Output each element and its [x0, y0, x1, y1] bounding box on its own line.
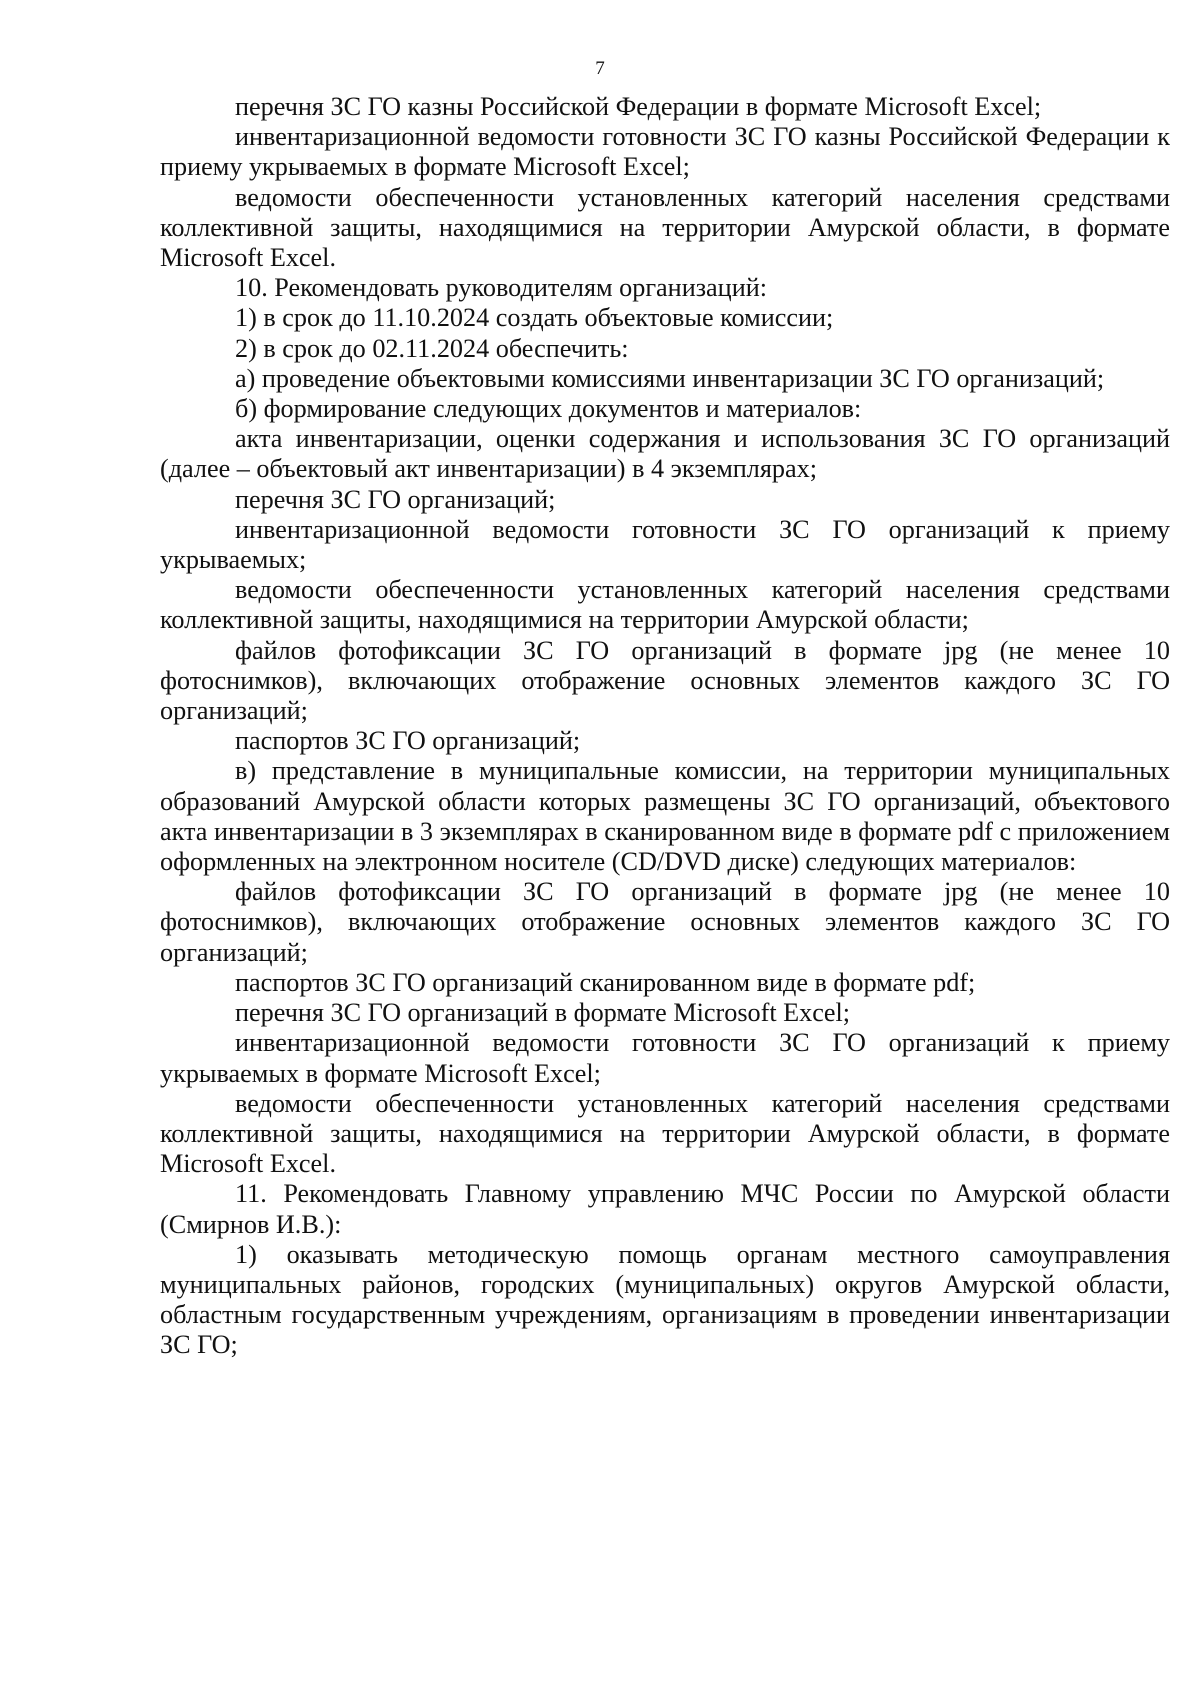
- paragraph: инвентаризационной ведомости готовности ЗС ГО организаций к приему укрываемых;: [160, 514, 1170, 575]
- paragraph: 1) в срок до 11.10.2024 создать объектовые комиссии;: [235, 303, 834, 333]
- paragraph: 10. Рекомендовать руководителям организаций:: [235, 273, 767, 303]
- paragraph: инвентаризационной ведомости готовности ЗС ГО казны Российской Федерации к приему укрываемых в формате Microsoft Excel;: [160, 122, 1170, 182]
- page-number: 7: [595, 58, 605, 79]
- paragraph: перечня ЗС ГО организаций в формате Microsoft Excel;: [235, 998, 851, 1028]
- document-body: [160, 92, 1170, 1361]
- paragraph: ведомости обеспеченности установленных категорий населения средствами коллективной защиты, находящимися на территории Амурской области, в формате Microsoft Excel.: [160, 182, 1170, 273]
- paragraph: а) проведение объектовыми комиссиями инвентаризации ЗС ГО организаций;: [235, 363, 1105, 393]
- paragraph: перечня ЗС ГО казны Российской Федерации в формате Microsoft Excel;: [235, 92, 1042, 121]
- paragraph: паспортов ЗС ГО организаций сканированном виде в формате pdf;: [235, 967, 976, 997]
- paragraph: 2) в срок до 02.11.2024 обеспечить:: [235, 333, 629, 363]
- paragraph: акта инвентаризации, оценки содержания и использования ЗС ГО организаций (далее – объектовый акт инвентаризации) в 4 экземплярах;: [160, 424, 1170, 484]
- paragraph: инвентаризационной ведомости готовности ЗС ГО организаций к приему укрываемых в формате Microsoft Excel;: [160, 1028, 1170, 1088]
- paragraph: ведомости обеспеченности установленных категорий населения средствами коллективной защиты, находящимися на территории Амурской области;: [160, 575, 1170, 635]
- paragraph: ведомости обеспеченности установленных категорий населения средствами коллективной защиты, находящимися на территории Амурской области, в формате Microsoft Excel.: [160, 1088, 1170, 1179]
- paragraph: 11. Рекомендовать Главному управлению МЧС России по Амурской области (Смирнов И.В.):: [160, 1179, 1170, 1239]
- paragraph: 1) оказывать методическую помощь органам местного самоуправления муниципальных районов, городских (муниципальных) округов Амурской области, областным государственным учреждениям, организациям в проведении инвентаризации ЗС ГО;: [160, 1239, 1170, 1360]
- paragraph: паспортов ЗС ГО организаций;: [235, 726, 581, 756]
- paragraph: файлов фотофиксации ЗС ГО организаций в формате jpg (не менее 10 фотоснимков), включающих отображение основных элементов каждого ЗС ГО организаций;: [160, 877, 1170, 967]
- paragraph: файлов фотофиксации ЗС ГО организаций в формате jpg (не менее 10 фотоснимков), включающих отображение основных элементов каждого ЗС ГО организаций;: [160, 635, 1170, 726]
- paragraph: б) формирование следующих документов и материалов:: [235, 394, 862, 424]
- paragraph: в) представление в муниципальные комиссии, на территории муниципальных образований Амурской области которых размещены ЗС ГО организаций, объектового акта инвентаризации в 3 экземплярах в сканированном виде в формате pdf с приложением оформленных на электронном носителе (CD/DVD диске) следующих материалов:: [160, 756, 1170, 877]
- paragraph: перечня ЗС ГО организаций;: [235, 484, 556, 514]
